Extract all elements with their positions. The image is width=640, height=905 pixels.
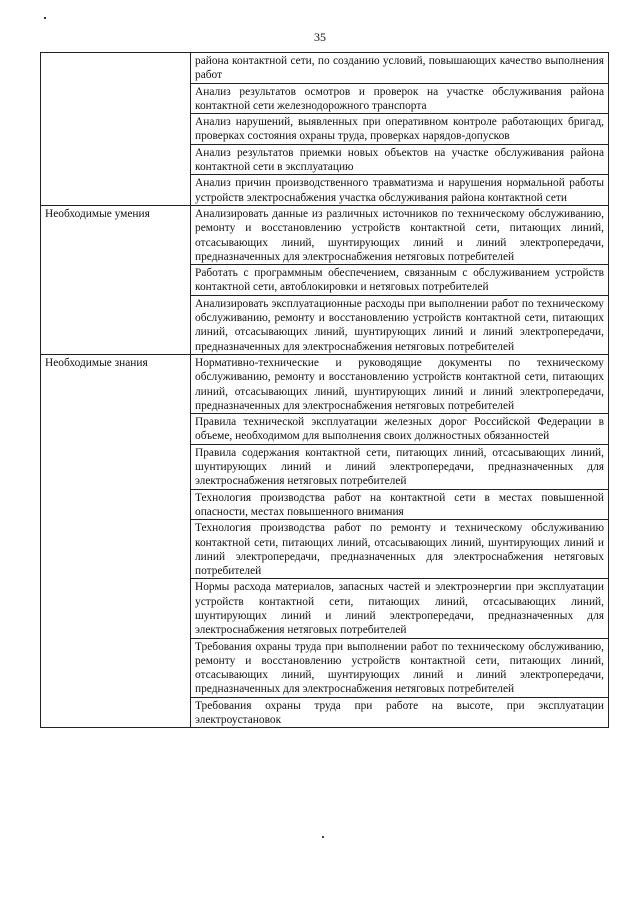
- section-label-continuation: [41, 144, 191, 175]
- section-label-continuation: [41, 520, 191, 579]
- page-number: 35: [314, 30, 326, 44]
- table-row: [41, 175, 609, 206]
- section-label-continuation: [41, 638, 191, 697]
- requirement-text: Нормативно-технические и руководящие документы по техническому обслуживанию, ремонту и восстановлению устройств контактной сети, питающих линий, отсасывающих линий, шунтирующих линий и линий электропередачи, предназначенных для электроснабжения нетяговых потребителей: [191, 354, 609, 413]
- table-row: [41, 638, 609, 697]
- section-label-continuation: [41, 295, 191, 354]
- table-row: [41, 295, 609, 354]
- table-row: [41, 444, 609, 489]
- requirement-text: района контактной сети, по созданию условий, повышающих качество выполнения работ: [191, 53, 609, 84]
- scan-dot-bottom: [322, 836, 324, 838]
- requirement-text: Анализ нарушений, выявленных при оперативном контроле работающих бригад, проверках состояния охраны труда, проверках нарядов-допусков: [191, 114, 609, 145]
- requirement-text: Работать с программным обеспечением, связанным с обслуживанием устройств контактной сети, автоблокировки и нетяговых потребителей: [191, 265, 609, 296]
- section-label: [41, 53, 191, 84]
- section-label-continuation: [41, 489, 191, 520]
- requirement-text: Технология производства работ на контактной сети в местах повышенной опасности, местах повышенного внимания: [191, 489, 609, 520]
- table-row: [41, 697, 609, 728]
- requirement-text: Анализировать данные из различных источников по техническому обслуживанию, ремонту и восстановлению устройств контактной сети, питающих линий, отсасывающих линий, шунтирующих линий и линий электропередачи, предназначенных для электроснабжения нетяговых потребителей: [191, 205, 609, 264]
- table-row: [41, 354, 609, 413]
- section-label-continuation: [41, 579, 191, 638]
- table-row: [41, 144, 609, 175]
- section-label-continuation: [41, 265, 191, 296]
- requirement-text: Правила технической эксплуатации железных дорог Российской Федерации в объеме, необходимом для выполнения своих должностных обязанностей: [191, 414, 609, 445]
- requirement-text: Требования охраны труда при выполнении работ по техническому обслуживанию, ремонту и восстановлению устройств контактной сети, питающих линий, отсасывающих линий, шунтирующих линий и линий электропередачи, предназначенных для электроснабжения нетяговых потребителей: [191, 638, 609, 697]
- table-row: [41, 489, 609, 520]
- section-label-continuation: [41, 83, 191, 114]
- requirement-text: Технология производства работ по ремонту и техническому обслуживанию контактной сети, питающих линий, отсасывающих линий, шунтирующих линий и линий электропередачи, предназначенных для электроснабжения нетяговых потребителей: [191, 520, 609, 579]
- section-label: Необходимые знания: [41, 354, 191, 413]
- section-label-continuation: [41, 114, 191, 145]
- table-row: [41, 579, 609, 638]
- requirement-text: Анализ результатов осмотров и проверок на участке обслуживания района контактной сети железнодорожного транспорта: [191, 83, 609, 114]
- section-label-continuation: [41, 697, 191, 728]
- requirement-text: Анализ причин производственного травматизма и нарушения нормальной работы устройств электроснабжения участка обслуживания района контактной сети: [191, 175, 609, 206]
- table-row: [41, 520, 609, 579]
- section-label-continuation: [41, 175, 191, 206]
- table-row: [41, 83, 609, 114]
- table-row: [41, 205, 609, 264]
- requirements-table: [40, 52, 609, 728]
- section-label-continuation: [41, 444, 191, 489]
- table-row: [41, 414, 609, 445]
- table-row: [41, 53, 609, 84]
- section-label: Необходимые умения: [41, 205, 191, 264]
- requirement-text: Нормы расхода материалов, запасных частей и электроэнергии при эксплуатации устройств контактной сети, питающих линий, отсасывающих линий, шунтирующих линий и линий электропередачи, предназначенных для электроснабжения нетяговых потребителей: [191, 579, 609, 638]
- table-row: [41, 114, 609, 145]
- requirement-text: Требования охраны труда при работе на высоте, при эксплуатации электроустановок: [191, 697, 609, 728]
- requirement-text: Анализ результатов приемки новых объектов на участке обслуживания района контактной сети в эксплуатацию: [191, 144, 609, 175]
- requirement-text: Анализировать эксплуатационные расходы при выполнении работ по техническому обслуживанию, ремонту и восстановлению устройств контактной сети, питающих линий, отсасывающих линий, шунтирующих линий и линий электропередачи, предназначенных для электроснабжения нетяговых потребителей: [191, 295, 609, 354]
- table-body: [41, 53, 609, 728]
- table-row: [41, 265, 609, 296]
- requirements-table-container: [40, 52, 608, 728]
- section-label-continuation: [41, 414, 191, 445]
- requirement-text: Правила содержания контактной сети, питающих линий, отсасывающих линий, шунтирующих линий и линий электропередачи, предназначенных для электроснабжения нетяговых потребителей: [191, 444, 609, 489]
- scan-dot: [44, 17, 46, 19]
